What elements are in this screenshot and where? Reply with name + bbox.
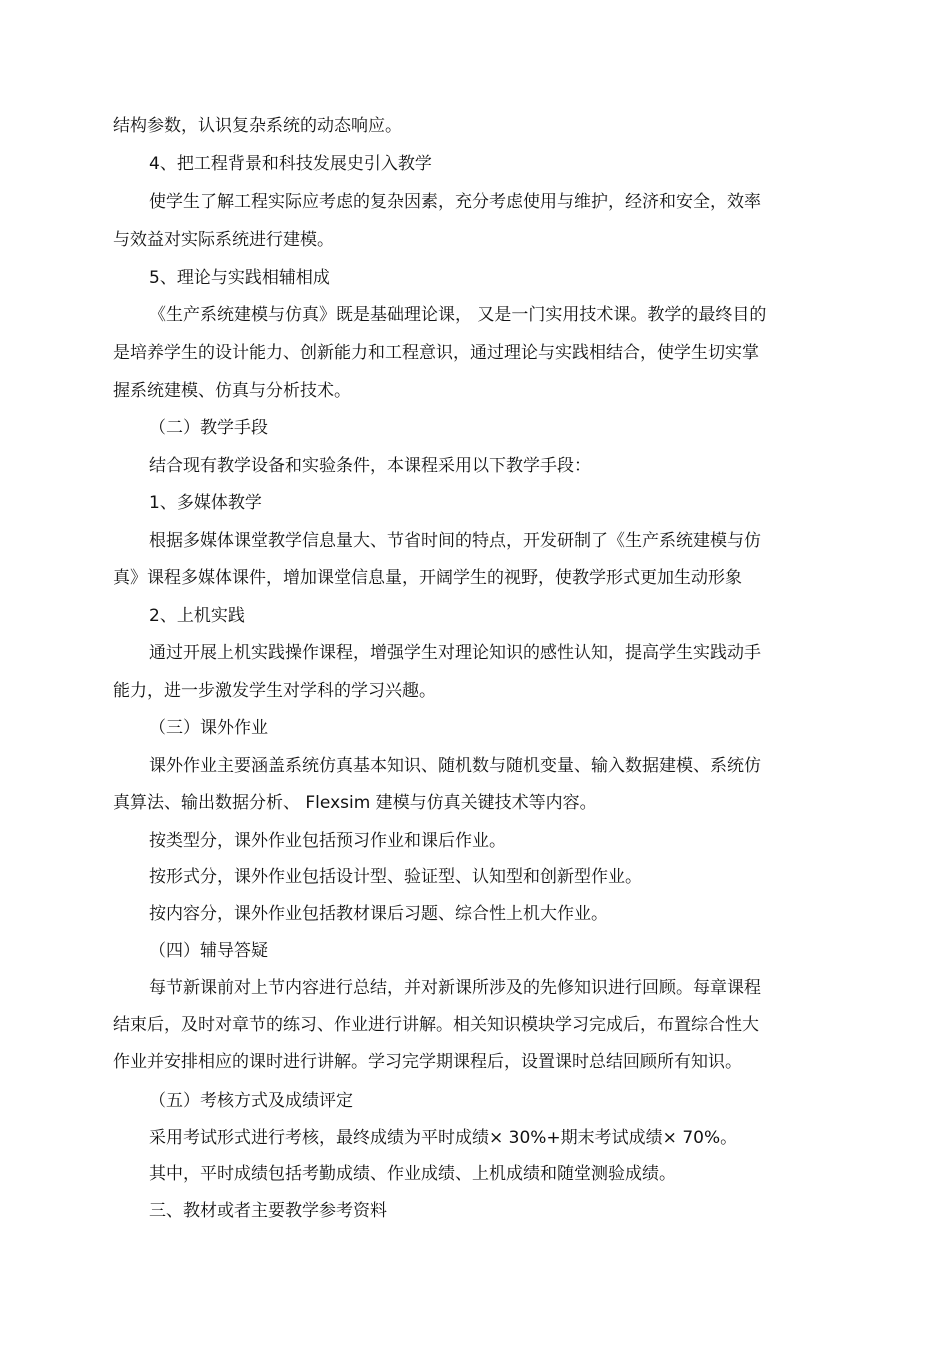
section-heading: 2、上机实践 [149,606,245,626]
paragraph-line: 与效益对实际系统进行建模。 [113,230,334,250]
paragraph-line: 《生产系统建模与仿真》既是基础理论课， 又是一门实用技术课。教学的最终目的 [149,305,767,325]
paragraph-line: 真算法、输出数据分析、 Flexsim 建模与仿真关键技术等内容。 [113,793,597,813]
paragraph-line: 采用考试形式进行考核，最终成绩为平时成绩× 30%+期末考试成绩× 70%。 [149,1128,738,1148]
paragraph-line: 使学生了解工程实际应考虑的复杂因素，充分考虑使用与维护，经济和安全，效率 [149,192,761,212]
paragraph-line: 按类型分，课外作业包括预习作业和课后作业。 [149,831,506,851]
section-heading: （五）考核方式及成绩评定 [149,1091,353,1111]
paragraph-line: 能力，进一步激发学生对学科的学习兴趣。 [113,681,436,701]
section-heading: （四）辅导答疑 [149,941,268,961]
section-heading: （二）教学手段 [149,418,268,438]
section-heading: （三）课外作业 [149,718,268,738]
paragraph-line: 每节新课前对上节内容进行总结，并对新课所涉及的先修知识进行回顾。每章课程 [149,978,761,998]
section-heading: 5、理论与实践相辅相成 [149,268,330,288]
paragraph-line: 结合现有教学设备和实验条件，本课程采用以下教学手段： [149,456,591,476]
paragraph-line: 结构参数，认识复杂系统的动态响应。 [113,116,402,136]
paragraph-line: 作业并安排相应的课时进行讲解。学习完学期课程后，设置课时总结回顾所有知识。 [113,1052,742,1072]
paragraph-line: 其中，平时成绩包括考勤成绩、作业成绩、上机成绩和随堂测验成绩。 [149,1164,676,1184]
paragraph-line: 握系统建模、仿真与分析技术。 [113,381,351,401]
section-heading: 1、多媒体教学 [149,493,262,513]
paragraph-line: 结束后，及时对章节的练习、作业进行讲解。相关知识模块学习完成后，布置综合性大 [113,1015,759,1035]
paragraph-line: 通过开展上机实践操作课程，增强学生对理论知识的感性认知，提高学生实践动手 [149,643,761,663]
paragraph-line: 按形式分，课外作业包括设计型、验证型、认知型和创新型作业。 [149,867,642,887]
paragraph-line: 根据多媒体课堂教学信息量大、节省时间的特点，开发研制了《生产系统建模与仿 [149,531,761,551]
section-heading: 三、教材或者主要教学参考资料 [149,1201,387,1221]
section-heading: 4、把工程背景和科技发展史引入教学 [149,154,432,174]
paragraph-line: 按内容分，课外作业包括教材课后习题、综合性上机大作业。 [149,904,608,924]
paragraph-line: 课外作业主要涵盖系统仿真基本知识、随机数与随机变量、输入数据建模、系统仿 [149,756,761,776]
paragraph-line: 真》课程多媒体课件，增加课堂信息量，开阔学生的视野，使教学形式更加生动形象 [113,568,742,588]
paragraph-line: 是培养学生的设计能力、创新能力和工程意识，通过理论与实践相结合，使学生切实掌 [113,343,759,363]
